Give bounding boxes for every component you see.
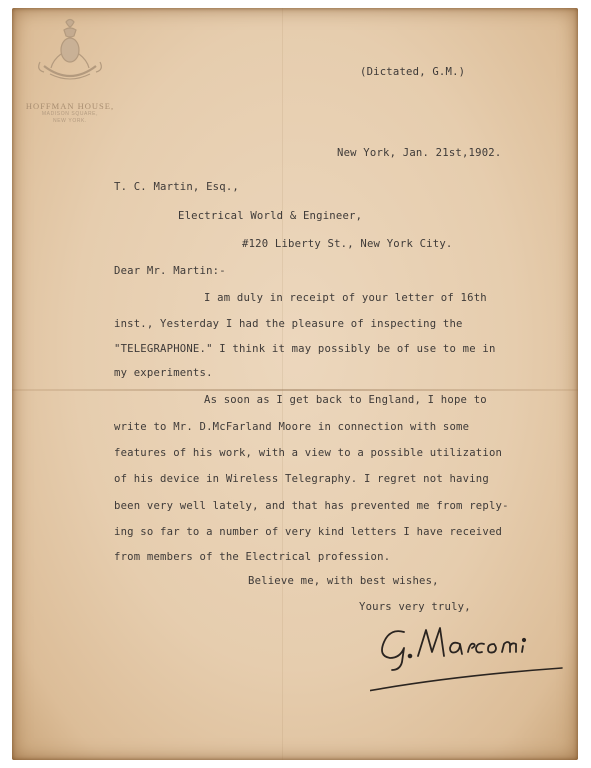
body-line: from members of the Electrical profession. <box>114 551 391 563</box>
handwritten-signature <box>370 612 570 702</box>
letterhead-hotel-name: HOFFMAN HOUSE, <box>25 101 115 111</box>
body-line: been very well lately, and that has prevented me from reply- <box>114 500 509 512</box>
recipient-name: T. C. Martin, Esq., <box>114 181 239 193</box>
body-line: As soon as I get back to England, I hope to <box>204 394 487 406</box>
letterhead <box>20 16 120 125</box>
letter-date: New York, Jan. 21st,1902. <box>337 147 502 159</box>
letterhead-city-line: NEW YORK. <box>53 118 87 124</box>
vertical-fold-crease <box>282 8 283 760</box>
recipient-organization: Electrical World & Engineer, <box>178 210 363 222</box>
body-line: inst., Yesterday I had the pleasure of inspecting the <box>114 318 463 330</box>
body-line: of his device in Wireless Telegraphy. I regret not having <box>114 473 489 485</box>
salutation: Dear Mr. Martin:- <box>114 265 226 277</box>
dictated-note: (Dictated, G.M.) <box>360 66 466 78</box>
closing-valediction: Yours very truly, <box>359 601 471 613</box>
horizontal-fold-crease <box>12 389 578 391</box>
body-line: write to Mr. D.McFarland Moore in connection with some <box>114 421 470 433</box>
body-line: I am duly in receipt of your letter of 16th <box>204 292 487 304</box>
body-line: my experiments. <box>114 367 213 379</box>
body-line: features of his work, with a view to a possible utilization <box>114 447 503 459</box>
body-line: ing so far to a number of very kind letters I have received <box>114 526 503 538</box>
body-line: "TELEGRAPHONE." I think it may possibly be of use to me in <box>114 343 496 355</box>
closing-wishes: Believe me, with best wishes, <box>248 575 439 587</box>
recipient-address: #120 Liberty St., New York City. <box>242 238 453 250</box>
letterhead-address-line: MADISON SQUARE, <box>41 111 99 117</box>
hotel-crest-icon <box>30 16 110 94</box>
